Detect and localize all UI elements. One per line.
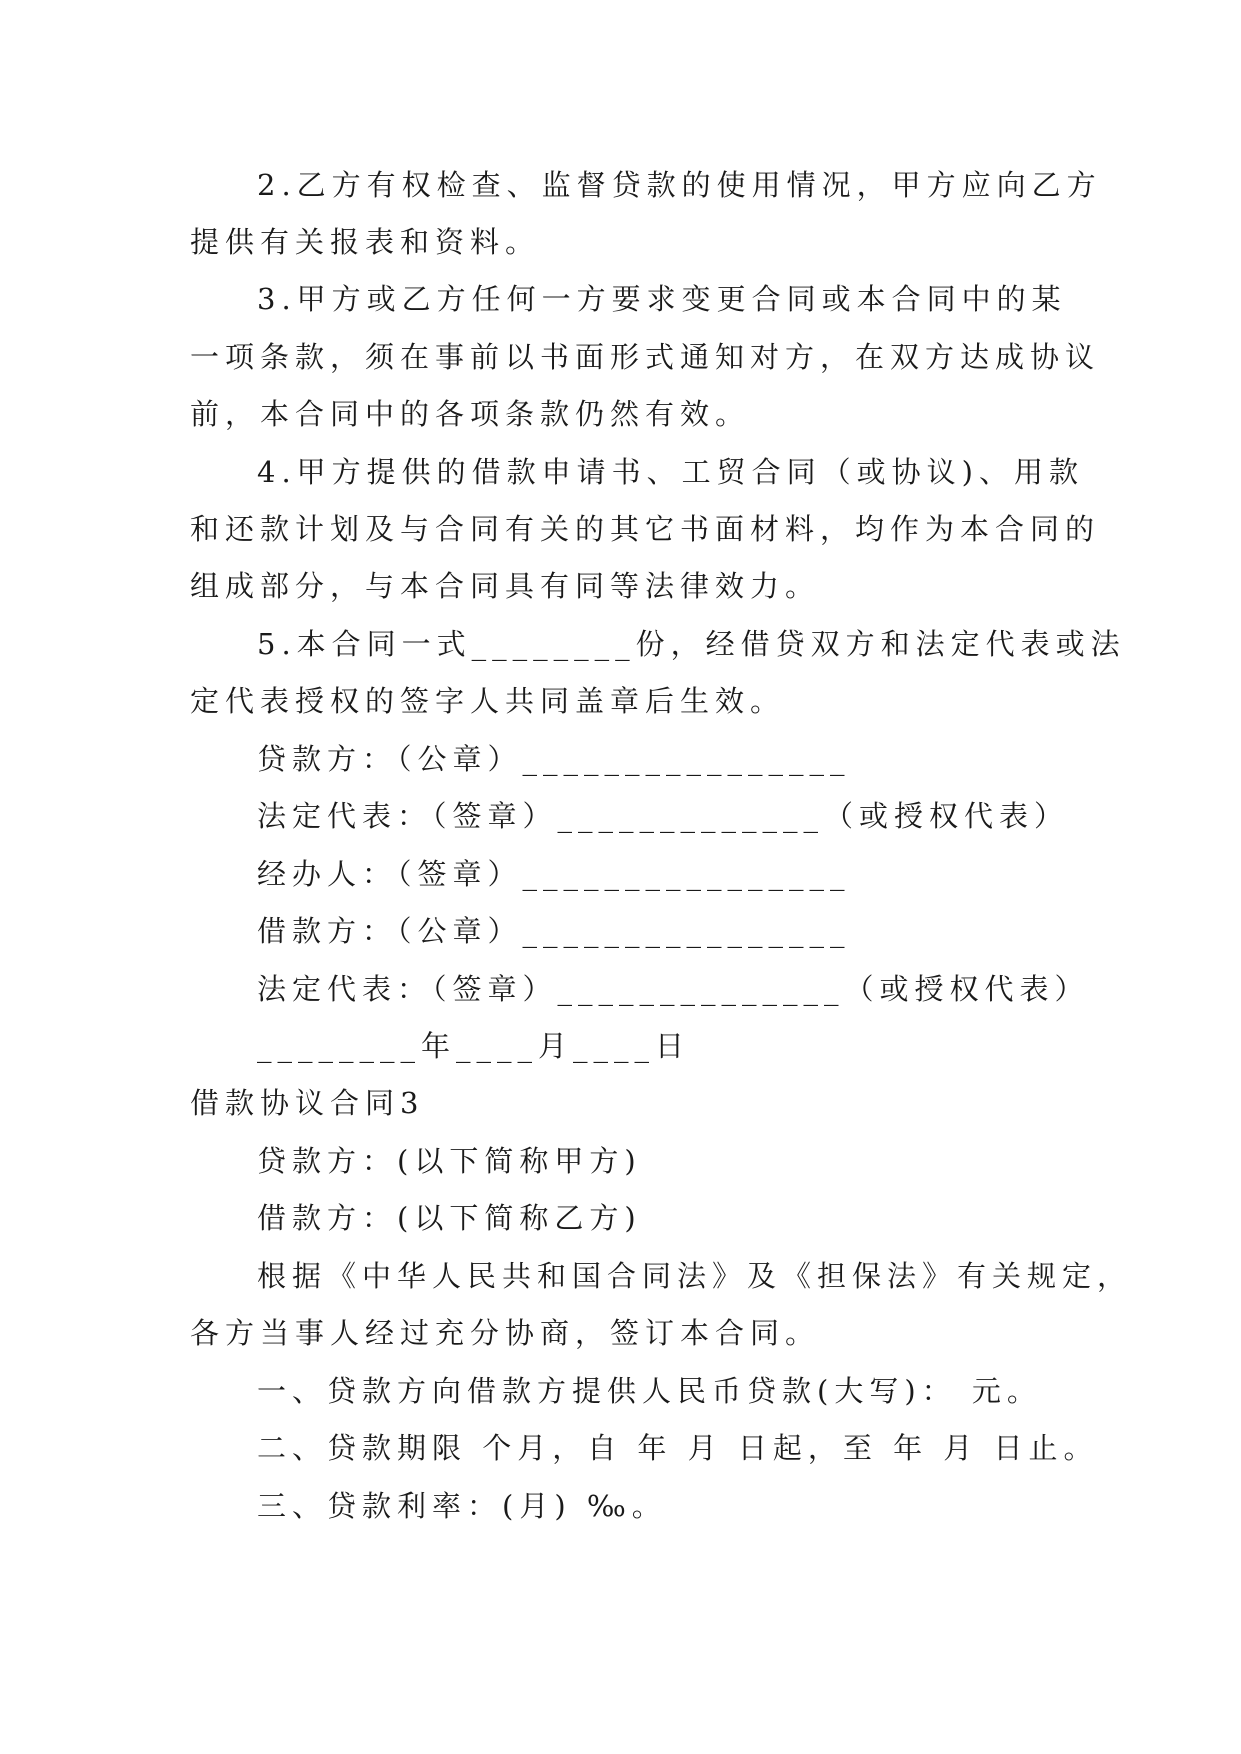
clause-4-line-3: 组成部分，与本合同具有同等法律效力。 [190,569,821,603]
handler-signature-line: 经办人：（签章）________________ [257,857,851,891]
borrower-seal-line: 借款方：（公章）________________ [257,914,851,948]
clause-3-line-2: 一项条款，须在事前以书面形式通知对方，在双方达成协议 [190,340,1101,374]
clause-5-line-2: 定代表授权的签字人共同盖章后生效。 [190,684,786,718]
clause-3-line-1: 3.甲方或乙方任何一方要求变更合同或本合同中的某 [257,282,1067,316]
article-2-line: 二、贷款期限 个月，自 年 月 日起，至 年 月 日止。 [257,1431,1099,1465]
borrower-party-line: 借款方：(以下简称乙方) [257,1201,642,1235]
clause-4-line-1: 4.甲方提供的借款申请书、工贸合同（或协议)、用款 [257,455,1084,489]
clause-3-line-3: 前，本合同中的各项条款仍然有效。 [190,397,751,431]
date-line: ________年____月____日 [257,1029,691,1063]
clause-2-line-2: 提供有关报表和资料。 [190,225,541,259]
section-heading: 借款协议合同3 [190,1086,425,1120]
preamble-line-2: 各方当事人经过充分协商，签订本合同。 [190,1316,821,1350]
article-1-line: 一、贷款方向借款方提供人民币贷款(大写)： 元。 [257,1374,1042,1408]
lender-legal-rep-line: 法定代表：（签章）_____________（或授权代表） [257,799,1070,833]
preamble-line-1: 根据《中华人民共和国合同法》及《担保法》有关规定， [257,1259,1133,1293]
clause-2-line-1: 2.乙方有权检查、监督贷款的使用情况，甲方应向乙方 [257,168,1102,202]
borrower-legal-rep-line: 法定代表：（签章）______________（或授权代表） [257,972,1090,1006]
lender-seal-line: 贷款方：（公章）________________ [257,742,851,776]
clause-4-line-2: 和还款计划及与合同有关的其它书面材料，均作为本合同的 [190,512,1101,546]
article-3-line: 三、贷款利率：(月) ‰。 [257,1489,667,1523]
lender-party-line: 贷款方：(以下简称甲方) [257,1144,642,1178]
clause-5-line-1: 5.本合同一式________份，经借贷双方和法定代表或法 [257,627,1126,661]
